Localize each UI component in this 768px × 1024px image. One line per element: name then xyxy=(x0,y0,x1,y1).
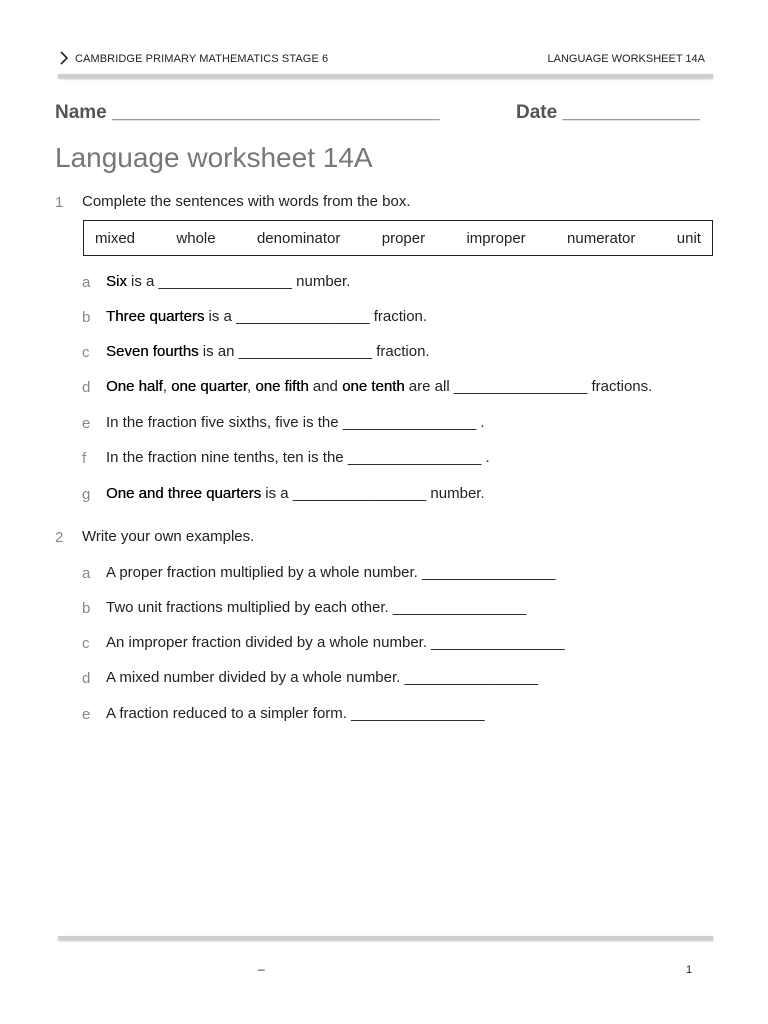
chevron-right-icon xyxy=(58,51,70,65)
item-letter: a xyxy=(82,565,91,582)
item-letter: f xyxy=(82,450,87,467)
word-box xyxy=(83,220,713,256)
word-box-word: mixed xyxy=(95,229,136,247)
header-worksheet-label: LANGUAGE WORKSHEET 14A xyxy=(547,53,705,65)
word-box-word: unit xyxy=(676,229,701,247)
fill-in-sentence[interactable] xyxy=(106,378,652,395)
sentence-text: , xyxy=(246,378,256,395)
sentence-text: is an ________________ fraction. xyxy=(198,343,430,360)
fill-in-sentence[interactable] xyxy=(106,485,485,502)
word-box-word: proper xyxy=(381,229,426,247)
item-letter: a xyxy=(82,274,91,291)
question-instruction: Complete the sentences with words from the box. xyxy=(82,193,411,210)
item-letter: c xyxy=(82,344,90,361)
example-prompt[interactable]: An improper fraction divided by a whole number. ________________ xyxy=(106,634,565,651)
sentence-text: is a ________________ fraction. xyxy=(204,308,428,325)
item-letter: b xyxy=(82,309,91,326)
item-letter: e xyxy=(82,415,91,432)
example-prompt[interactable]: Two unit fractions multiplied by each other. ________________ xyxy=(106,599,527,616)
key-phrase: one quarter xyxy=(171,378,247,395)
fill-in-sentence[interactable] xyxy=(106,343,430,360)
sentence-text: is a ________________ number. xyxy=(261,485,485,502)
key-phrase: Seven fourths xyxy=(106,343,199,360)
sentence-text: and xyxy=(308,378,343,395)
question-number: 1 xyxy=(55,194,64,211)
word-box-word: improper xyxy=(466,229,526,247)
fill-in-sentence[interactable] xyxy=(106,308,427,325)
item-letter: e xyxy=(82,706,91,723)
footer-divider xyxy=(58,936,713,940)
page-title: Language worksheet 14A xyxy=(55,142,373,173)
key-phrase: Six xyxy=(106,273,127,290)
key-phrase: one fifth xyxy=(255,378,309,395)
key-phrase: Three quarters xyxy=(106,308,205,325)
sentence-text: , xyxy=(162,378,172,395)
example-prompt[interactable]: A fraction reduced to a simpler form. ________________ xyxy=(106,705,485,722)
item-letter: g xyxy=(82,486,91,503)
sentence-text: is a ________________ number. xyxy=(126,273,351,290)
page-number: 1 xyxy=(686,964,693,976)
date-field[interactable]: Date _____________ xyxy=(516,102,700,123)
item-letter: d xyxy=(82,670,91,687)
word-box-word: whole xyxy=(176,229,216,247)
fill-in-sentence[interactable]: In the fraction nine tenths, ten is the ________________ . xyxy=(106,449,490,466)
word-box-word: numerator xyxy=(567,229,636,247)
key-phrase: One half xyxy=(106,378,163,395)
item-letter: b xyxy=(82,600,91,617)
key-phrase: one tenth xyxy=(342,378,405,395)
footer-dash: – xyxy=(258,962,265,976)
sentence-text: are all ________________ fractions. xyxy=(404,378,653,395)
fill-in-sentence[interactable]: In the fraction five sixths, five is the ________________ . xyxy=(106,414,485,431)
key-phrase: One and three quarters xyxy=(106,485,262,502)
header-series-title: CAMBRIDGE PRIMARY MATHEMATICS STAGE 6 xyxy=(75,53,329,65)
item-letter: c xyxy=(82,635,90,652)
word-box-word: denominator xyxy=(256,229,341,247)
example-prompt[interactable]: A proper fraction multiplied by a whole number. ________________ xyxy=(106,564,556,581)
header-divider xyxy=(58,74,713,78)
question-number: 2 xyxy=(55,529,64,546)
question-instruction: Write your own examples. xyxy=(82,528,255,545)
item-letter: d xyxy=(82,379,91,396)
example-prompt[interactable]: A mixed number divided by a whole number. ________________ xyxy=(106,669,538,686)
name-field[interactable]: Name _______________________________ xyxy=(55,102,440,123)
fill-in-sentence[interactable] xyxy=(106,273,350,290)
